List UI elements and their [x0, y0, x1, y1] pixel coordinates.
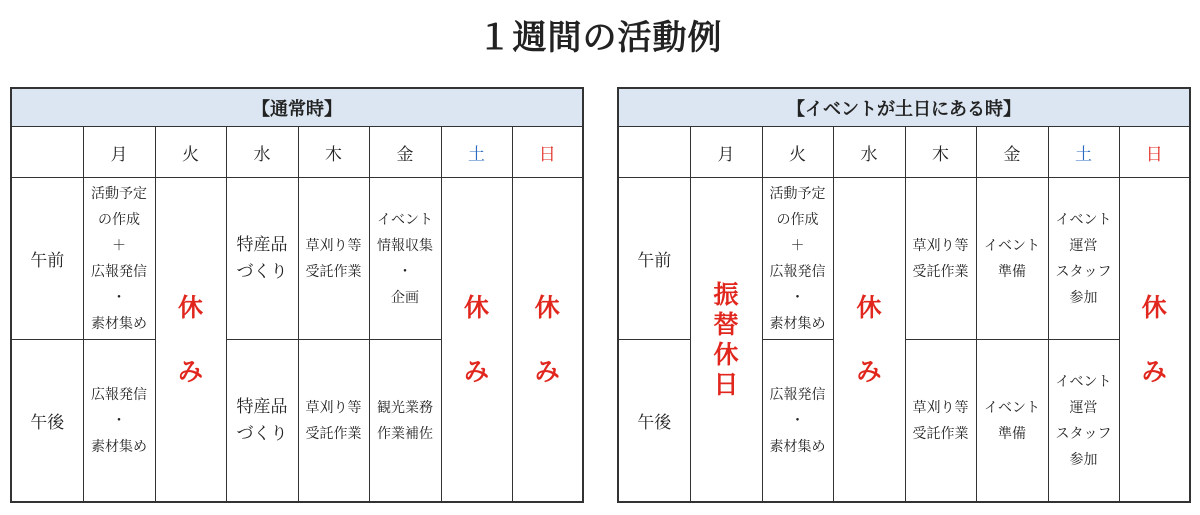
day-tue: 火	[155, 127, 226, 178]
day-off-cell: 休 み	[1119, 178, 1190, 503]
day-tue: 火	[762, 127, 833, 178]
cell: イベント 運営 スタッフ 参加	[1048, 340, 1119, 503]
cell: 草刈り等 受託作業	[298, 340, 369, 503]
day-thu: 木	[298, 127, 369, 178]
day-off-cell: 休 み	[155, 178, 226, 503]
row-label-am: 午前	[618, 178, 690, 340]
cell: 広報発信 ・ 素材集め	[83, 340, 155, 503]
day-mon: 月	[83, 127, 155, 178]
day-off-cell: 休 み	[441, 178, 512, 503]
day-sat: 土	[1048, 127, 1119, 178]
cell: 草刈り等 受託作業	[905, 178, 976, 340]
day-mon: 月	[690, 127, 762, 178]
cell: イベント 準備	[976, 178, 1048, 340]
day-sun: 日	[512, 127, 583, 178]
day-fri: 金	[976, 127, 1048, 178]
day-thu: 木	[905, 127, 976, 178]
cell: イベント 情報収集 ・ 企画	[369, 178, 441, 340]
cell: 広報発信 ・ 素材集め	[762, 340, 833, 503]
cell: 活動予定 の作成 ＋ 広報発信 ・ 素材集め	[83, 178, 155, 340]
cell: イベント 準備	[976, 340, 1048, 503]
cell: 観光業務 作業補佐	[369, 340, 441, 503]
day-wed: 水	[226, 127, 298, 178]
day-sat: 土	[441, 127, 512, 178]
row-label-am: 午前	[11, 178, 83, 340]
page-title: １週間の活動例	[477, 18, 723, 58]
day-fri: 金	[369, 127, 441, 178]
day-off-cell: 休 み	[512, 178, 583, 503]
table-header: 【通常時】	[11, 88, 583, 127]
cell: イベント 運営 スタッフ 参加	[1048, 178, 1119, 340]
row-label-pm: 午後	[618, 340, 690, 503]
corner-cell	[618, 127, 690, 178]
cell: 草刈り等 受託作業	[905, 340, 976, 503]
cell: 活動予定 の作成 ＋ 広報発信 ・ 素材集め	[762, 178, 833, 340]
event-schedule-table	[617, 87, 1191, 503]
cell: 草刈り等 受託作業	[298, 178, 369, 340]
cell: 特産品 づくり	[226, 178, 298, 340]
cell: 特産品 づくり	[226, 340, 298, 503]
corner-cell	[11, 127, 83, 178]
day-off-cell: 休 み	[833, 178, 905, 503]
day-sun: 日	[1119, 127, 1190, 178]
normal-schedule-table	[10, 87, 584, 503]
day-wed: 水	[833, 127, 905, 178]
row-label-pm: 午後	[11, 340, 83, 503]
table-header: 【イベントが土日にある時】	[618, 88, 1190, 127]
substitute-holiday-cell: 振 替 休 日	[690, 178, 762, 503]
